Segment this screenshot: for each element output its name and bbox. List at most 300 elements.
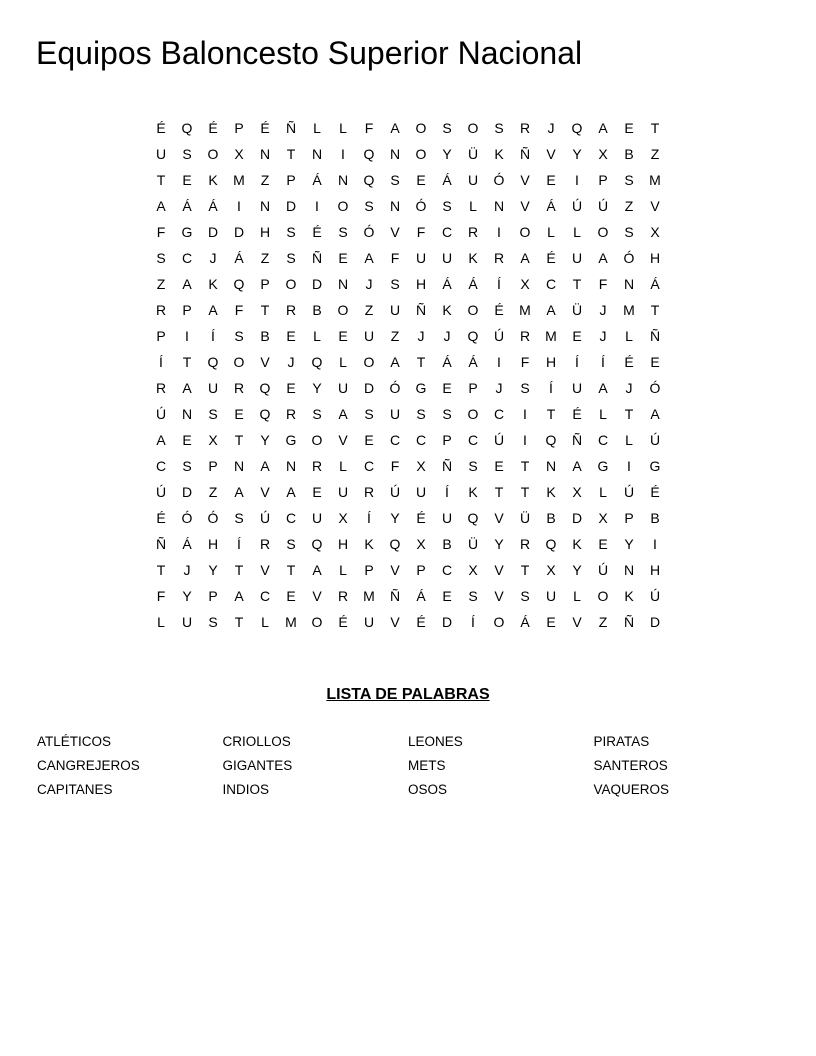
grid-cell: A <box>390 120 400 136</box>
grid-cell: Ú <box>259 510 271 526</box>
grid-cell: T <box>260 302 270 318</box>
grid-cell: N <box>259 146 271 162</box>
word-list-item: ATLÉTICOS <box>37 734 112 749</box>
grid-cell: Y <box>442 146 452 162</box>
grid-cell: Ó <box>181 510 193 526</box>
grid-cell: L <box>339 562 347 578</box>
grid-cell: G <box>415 380 427 396</box>
grid-cell: D <box>181 484 193 500</box>
grid-cell: L <box>573 588 581 604</box>
grid-cell: K <box>468 250 478 266</box>
grid-cell: T <box>156 172 166 188</box>
grid-cell: R <box>493 250 505 266</box>
grid-cell: E <box>338 250 348 266</box>
grid-cell: E <box>286 380 296 396</box>
grid-cell: B <box>650 510 660 526</box>
grid-cell: N <box>285 458 297 474</box>
grid-cell: E <box>546 172 556 188</box>
grid-cell: S <box>624 224 634 240</box>
grid-cell: L <box>157 614 165 630</box>
grid-cell: U <box>363 328 375 344</box>
grid-cell: C <box>155 458 167 474</box>
grid-cell: S <box>286 536 296 552</box>
grid-cell: U <box>337 380 349 396</box>
grid-cell: S <box>286 250 296 266</box>
grid-cell: E <box>286 328 296 344</box>
grid-cell: R <box>337 588 349 604</box>
grid-cell: Z <box>390 328 400 344</box>
grid-cell: P <box>182 302 192 318</box>
grid-cell: U <box>389 406 401 422</box>
grid-cell: U <box>415 250 427 266</box>
grid-cell: P <box>416 562 426 578</box>
grid-cell: U <box>311 510 323 526</box>
grid-cell: I <box>653 536 657 552</box>
grid-cell: Í <box>549 380 553 396</box>
grid-cell: O <box>337 302 349 318</box>
grid-cell: Ü <box>467 536 479 552</box>
grid-cell: Á <box>208 198 218 214</box>
grid-cell: I <box>185 328 189 344</box>
grid-cell: F <box>390 458 400 474</box>
grid-cell: A <box>546 302 556 318</box>
grid-cell: I <box>497 224 501 240</box>
grid-cell: X <box>650 224 660 240</box>
grid-cell: X <box>338 510 348 526</box>
grid-cell: R <box>285 302 297 318</box>
grid-cell: F <box>598 276 608 292</box>
grid-cell: V <box>494 588 504 604</box>
grid-cell: Ü <box>571 302 583 318</box>
grid-cell: T <box>520 458 530 474</box>
grid-cell: E <box>364 432 374 448</box>
grid-cell: O <box>467 406 479 422</box>
grid-cell: J <box>209 250 217 266</box>
grid-cell: T <box>520 562 530 578</box>
grid-cell: I <box>497 354 501 370</box>
grid-cell: Ú <box>623 484 635 500</box>
grid-cell: Ó <box>415 198 427 214</box>
grid-cell: O <box>311 614 323 630</box>
grid-cell: Q <box>311 536 323 552</box>
grid-cell: A <box>156 198 166 214</box>
grid-cell: O <box>363 354 375 370</box>
grid-cell: U <box>363 614 375 630</box>
grid-cell: Y <box>208 562 218 578</box>
grid-cell: T <box>650 120 660 136</box>
grid-cell: V <box>260 354 270 370</box>
grid-cell: B <box>260 328 270 344</box>
grid-cell: V <box>520 198 530 214</box>
grid-cell: Á <box>312 172 322 188</box>
grid-cell: M <box>623 302 635 318</box>
grid-cell: I <box>523 432 527 448</box>
grid-cell: Í <box>367 510 371 526</box>
grid-cell: E <box>624 120 634 136</box>
grid-cell: O <box>467 120 479 136</box>
grid-cell: V <box>312 588 322 604</box>
word-list-item: CANGREJEROS <box>37 758 140 773</box>
grid-cell: S <box>468 458 478 474</box>
grid-cell: H <box>415 276 427 292</box>
grid-cell: É <box>156 510 166 526</box>
grid-cell: Á <box>650 276 660 292</box>
grid-cell: H <box>649 562 661 578</box>
grid-cell: N <box>493 198 505 214</box>
grid-cell: C <box>493 406 505 422</box>
grid-cell: I <box>341 146 345 162</box>
grid-cell: L <box>261 614 269 630</box>
grid-cell: T <box>520 484 530 500</box>
grid-cell: Ó <box>207 510 219 526</box>
grid-cell: E <box>182 432 192 448</box>
grid-cell: T <box>234 432 244 448</box>
grid-cell: Á <box>468 354 478 370</box>
grid-cell: Z <box>650 146 660 162</box>
word-list-item: PIRATAS <box>593 734 650 749</box>
grid-cell: E <box>572 328 582 344</box>
word-list-item: CAPITANES <box>37 782 113 797</box>
grid-cell: Í <box>497 276 501 292</box>
grid-cell: Q <box>571 120 583 136</box>
grid-cell: N <box>389 198 401 214</box>
grid-cell: E <box>312 484 322 500</box>
grid-cell: E <box>598 536 608 552</box>
grid-cell: O <box>311 432 323 448</box>
grid-cell: Ú <box>155 406 167 422</box>
grid-cell: S <box>520 380 530 396</box>
grid-cell: É <box>416 614 426 630</box>
grid-cell: Í <box>211 328 215 344</box>
grid-cell: L <box>339 354 347 370</box>
grid-cell: Ó <box>493 172 505 188</box>
word-list-heading <box>0 686 816 704</box>
grid-cell: S <box>364 198 374 214</box>
grid-cell: S <box>442 198 452 214</box>
grid-cell: S <box>234 510 244 526</box>
grid-cell: Á <box>442 276 452 292</box>
grid-cell: A <box>598 250 608 266</box>
grid-cell: O <box>233 354 245 370</box>
grid-cell: J <box>443 328 451 344</box>
grid-cell: Á <box>468 276 478 292</box>
grid-cell: Ó <box>649 380 661 396</box>
grid-cell: Ñ <box>571 432 583 448</box>
grid-cell: L <box>573 224 581 240</box>
grid-cell: Ú <box>493 432 505 448</box>
grid-cell: M <box>285 614 297 630</box>
grid-cell: R <box>155 380 167 396</box>
grid-cell: Ñ <box>285 120 297 136</box>
grid-cell: S <box>364 406 374 422</box>
grid-cell: L <box>339 120 347 136</box>
grid-cell: Í <box>471 614 475 630</box>
grid-cell: M <box>233 172 245 188</box>
grid-cell: É <box>260 120 270 136</box>
grid-cell: Ó <box>363 224 375 240</box>
grid-cell: C <box>597 432 609 448</box>
grid-cell: Ó <box>389 380 401 396</box>
grid-cell: S <box>390 172 400 188</box>
grid-cell: T <box>624 406 634 422</box>
grid-cell: Q <box>311 354 323 370</box>
word-list <box>37 730 779 802</box>
grid-cell: É <box>208 120 218 136</box>
grid-cell: Á <box>416 588 426 604</box>
grid-cell: Y <box>572 146 582 162</box>
grid-cell: P <box>208 458 218 474</box>
grid-cell: X <box>416 458 426 474</box>
grid-cell: Ü <box>467 146 479 162</box>
grid-cell: V <box>260 562 270 578</box>
grid-cell: U <box>467 172 479 188</box>
grid-cell: V <box>494 562 504 578</box>
grid-cell: E <box>338 328 348 344</box>
grid-cell: G <box>597 458 609 474</box>
grid-cell: D <box>363 380 375 396</box>
grid-cell: M <box>649 172 661 188</box>
grid-cell: F <box>416 224 426 240</box>
grid-cell: V <box>650 198 660 214</box>
grid-cell: Q <box>363 172 375 188</box>
grid-cell: Y <box>624 536 634 552</box>
grid-cell: Q <box>467 328 479 344</box>
grid-cell: É <box>572 406 582 422</box>
grid-cell: S <box>156 250 166 266</box>
grid-cell: C <box>285 510 297 526</box>
word-list-item: VAQUEROS <box>593 782 670 797</box>
grid-cell: Ñ <box>389 588 401 604</box>
grid-cell: Z <box>598 614 608 630</box>
grid-cell: M <box>363 588 375 604</box>
grid-cell: X <box>208 432 218 448</box>
grid-cell: N <box>545 458 557 474</box>
grid-cell: O <box>467 302 479 318</box>
grid-cell: Í <box>575 354 579 370</box>
grid-cell: U <box>181 614 193 630</box>
grid-cell: Á <box>442 354 452 370</box>
grid-cell: D <box>571 510 583 526</box>
grid-cell: Z <box>260 172 270 188</box>
grid-cell: X <box>234 146 244 162</box>
grid-cell: H <box>545 354 557 370</box>
word-list-item: OSOS <box>408 782 448 797</box>
grid-cell: Q <box>467 510 479 526</box>
grid-cell: É <box>156 120 166 136</box>
grid-cell: A <box>520 250 530 266</box>
grid-cell: P <box>156 328 166 344</box>
grid-cell: V <box>390 614 400 630</box>
grid-cell: R <box>363 484 375 500</box>
grid-cell: T <box>546 406 556 422</box>
grid-cell: A <box>208 302 218 318</box>
grid-cell: S <box>338 224 348 240</box>
grid-cell: P <box>286 172 296 188</box>
grid-cell: S <box>442 120 452 136</box>
grid-cell: U <box>441 250 453 266</box>
grid-cell: J <box>417 328 425 344</box>
grid-cell: N <box>259 198 271 214</box>
grid-cell: J <box>495 380 503 396</box>
grid-cell: G <box>181 224 193 240</box>
grid-cell: N <box>311 146 323 162</box>
grid-cell: S <box>468 588 478 604</box>
grid-cell: R <box>259 536 271 552</box>
grid-cell: B <box>312 302 322 318</box>
grid-cell: A <box>286 484 296 500</box>
grid-cell: N <box>337 172 349 188</box>
grid-cell: Ú <box>389 484 401 500</box>
grid-cell: Ú <box>649 588 661 604</box>
grid-cell: A <box>234 588 244 604</box>
grid-cell: I <box>575 172 579 188</box>
grid-cell: E <box>442 380 452 396</box>
grid-cell: Z <box>208 484 218 500</box>
page-title: Equipos Baloncesto Superior Nacional <box>36 35 583 71</box>
grid-cell: P <box>598 172 608 188</box>
grid-cell: Í <box>445 484 449 500</box>
grid-cell: V <box>338 432 348 448</box>
grid-cell: S <box>312 406 322 422</box>
grid-cell: O <box>207 146 219 162</box>
grid-cell: U <box>337 484 349 500</box>
grid-cell: É <box>624 354 634 370</box>
grid-cell: U <box>571 250 583 266</box>
grid-cell: P <box>260 276 270 292</box>
grid-cell: T <box>234 614 244 630</box>
grid-cell: O <box>519 224 531 240</box>
grid-cell: A <box>182 380 192 396</box>
grid-cell: T <box>156 562 166 578</box>
grid-cell: N <box>389 146 401 162</box>
grid-cell: Á <box>234 250 244 266</box>
grid-cell: V <box>572 614 582 630</box>
grid-cell: L <box>313 328 321 344</box>
grid-cell: Z <box>624 198 634 214</box>
grid-cell: G <box>649 458 661 474</box>
grid-cell: A <box>572 458 582 474</box>
grid-cell: X <box>572 484 582 500</box>
grid-cell: K <box>624 588 634 604</box>
grid-cell: S <box>208 614 218 630</box>
grid-cell: V <box>390 224 400 240</box>
grid-cell: Ñ <box>441 458 453 474</box>
grid-cell: Á <box>520 614 530 630</box>
grid-cell: G <box>285 432 297 448</box>
grid-cell: Q <box>545 432 557 448</box>
grid-cell: E <box>416 172 426 188</box>
grid-cell: X <box>468 562 478 578</box>
grid-cell: F <box>390 250 400 266</box>
grid-cell: D <box>207 224 219 240</box>
grid-cell: É <box>312 224 322 240</box>
grid-cell: P <box>442 432 452 448</box>
grid-cell: N <box>623 276 635 292</box>
grid-cell: Á <box>546 198 556 214</box>
grid-cell: É <box>416 510 426 526</box>
grid-cell: É <box>546 250 556 266</box>
grid-cell: A <box>598 120 608 136</box>
grid-cell: E <box>286 588 296 604</box>
grid-cell: I <box>237 198 241 214</box>
grid-cell: K <box>546 484 556 500</box>
grid-cell: B <box>442 536 452 552</box>
grid-cell: C <box>467 432 479 448</box>
grid-cell: I <box>627 458 631 474</box>
grid-cell: T <box>572 276 582 292</box>
grid-cell: T <box>234 562 244 578</box>
grid-cell: C <box>441 562 453 578</box>
grid-cell: J <box>183 562 191 578</box>
grid-cell: L <box>625 328 633 344</box>
grid-cell: O <box>493 614 505 630</box>
word-list-item: LEONES <box>408 734 463 749</box>
grid-cell: A <box>598 380 608 396</box>
grid-cell: S <box>286 224 296 240</box>
grid-cell: D <box>285 198 297 214</box>
grid-cell: A <box>260 458 270 474</box>
grid-cell: L <box>547 224 555 240</box>
grid-cell: A <box>234 484 244 500</box>
grid-cell: Q <box>363 146 375 162</box>
grid-cell: C <box>389 432 401 448</box>
grid-cell: Ñ <box>623 614 635 630</box>
grid-cell: L <box>599 406 607 422</box>
grid-cell: D <box>233 224 245 240</box>
grid-cell: A <box>364 250 374 266</box>
grid-cell: S <box>520 588 530 604</box>
grid-cell: E <box>234 406 244 422</box>
grid-cell: Ú <box>597 562 609 578</box>
grid-cell: Y <box>494 536 504 552</box>
grid-cell: K <box>494 146 504 162</box>
grid-cell: F <box>364 120 374 136</box>
grid-cell: S <box>208 406 218 422</box>
word-list-heading-text: LISTA DE PALABRAS <box>326 686 490 703</box>
grid-cell: T <box>286 562 296 578</box>
grid-cell: K <box>572 536 582 552</box>
grid-cell: X <box>520 276 530 292</box>
grid-cell: T <box>286 146 296 162</box>
grid-cell: Ñ <box>519 146 531 162</box>
grid-cell: S <box>234 328 244 344</box>
grid-cell: Ñ <box>155 536 167 552</box>
grid-cell: L <box>599 484 607 500</box>
grid-cell: Q <box>545 536 557 552</box>
grid-cell: Q <box>259 380 271 396</box>
grid-cell: E <box>494 458 504 474</box>
grid-cell: I <box>523 406 527 422</box>
word-list-item: CRIOLLOS <box>222 734 291 749</box>
grid-cell: N <box>337 276 349 292</box>
grid-cell: É <box>650 484 660 500</box>
grid-cell: U <box>415 484 427 500</box>
grid-cell: S <box>494 120 504 136</box>
grid-cell: R <box>285 406 297 422</box>
grid-cell: Y <box>572 562 582 578</box>
grid-cell: B <box>624 146 634 162</box>
word-list-item: SANTEROS <box>593 758 668 773</box>
grid-cell: É <box>338 614 348 630</box>
grid-cell: Í <box>601 354 605 370</box>
grid-cell: C <box>545 276 557 292</box>
grid-cell: R <box>155 302 167 318</box>
grid-cell: Ú <box>649 432 661 448</box>
grid-cell: K <box>468 484 478 500</box>
grid-cell: V <box>260 484 270 500</box>
word-list-item: INDIOS <box>222 782 270 797</box>
grid-cell: A <box>182 276 192 292</box>
